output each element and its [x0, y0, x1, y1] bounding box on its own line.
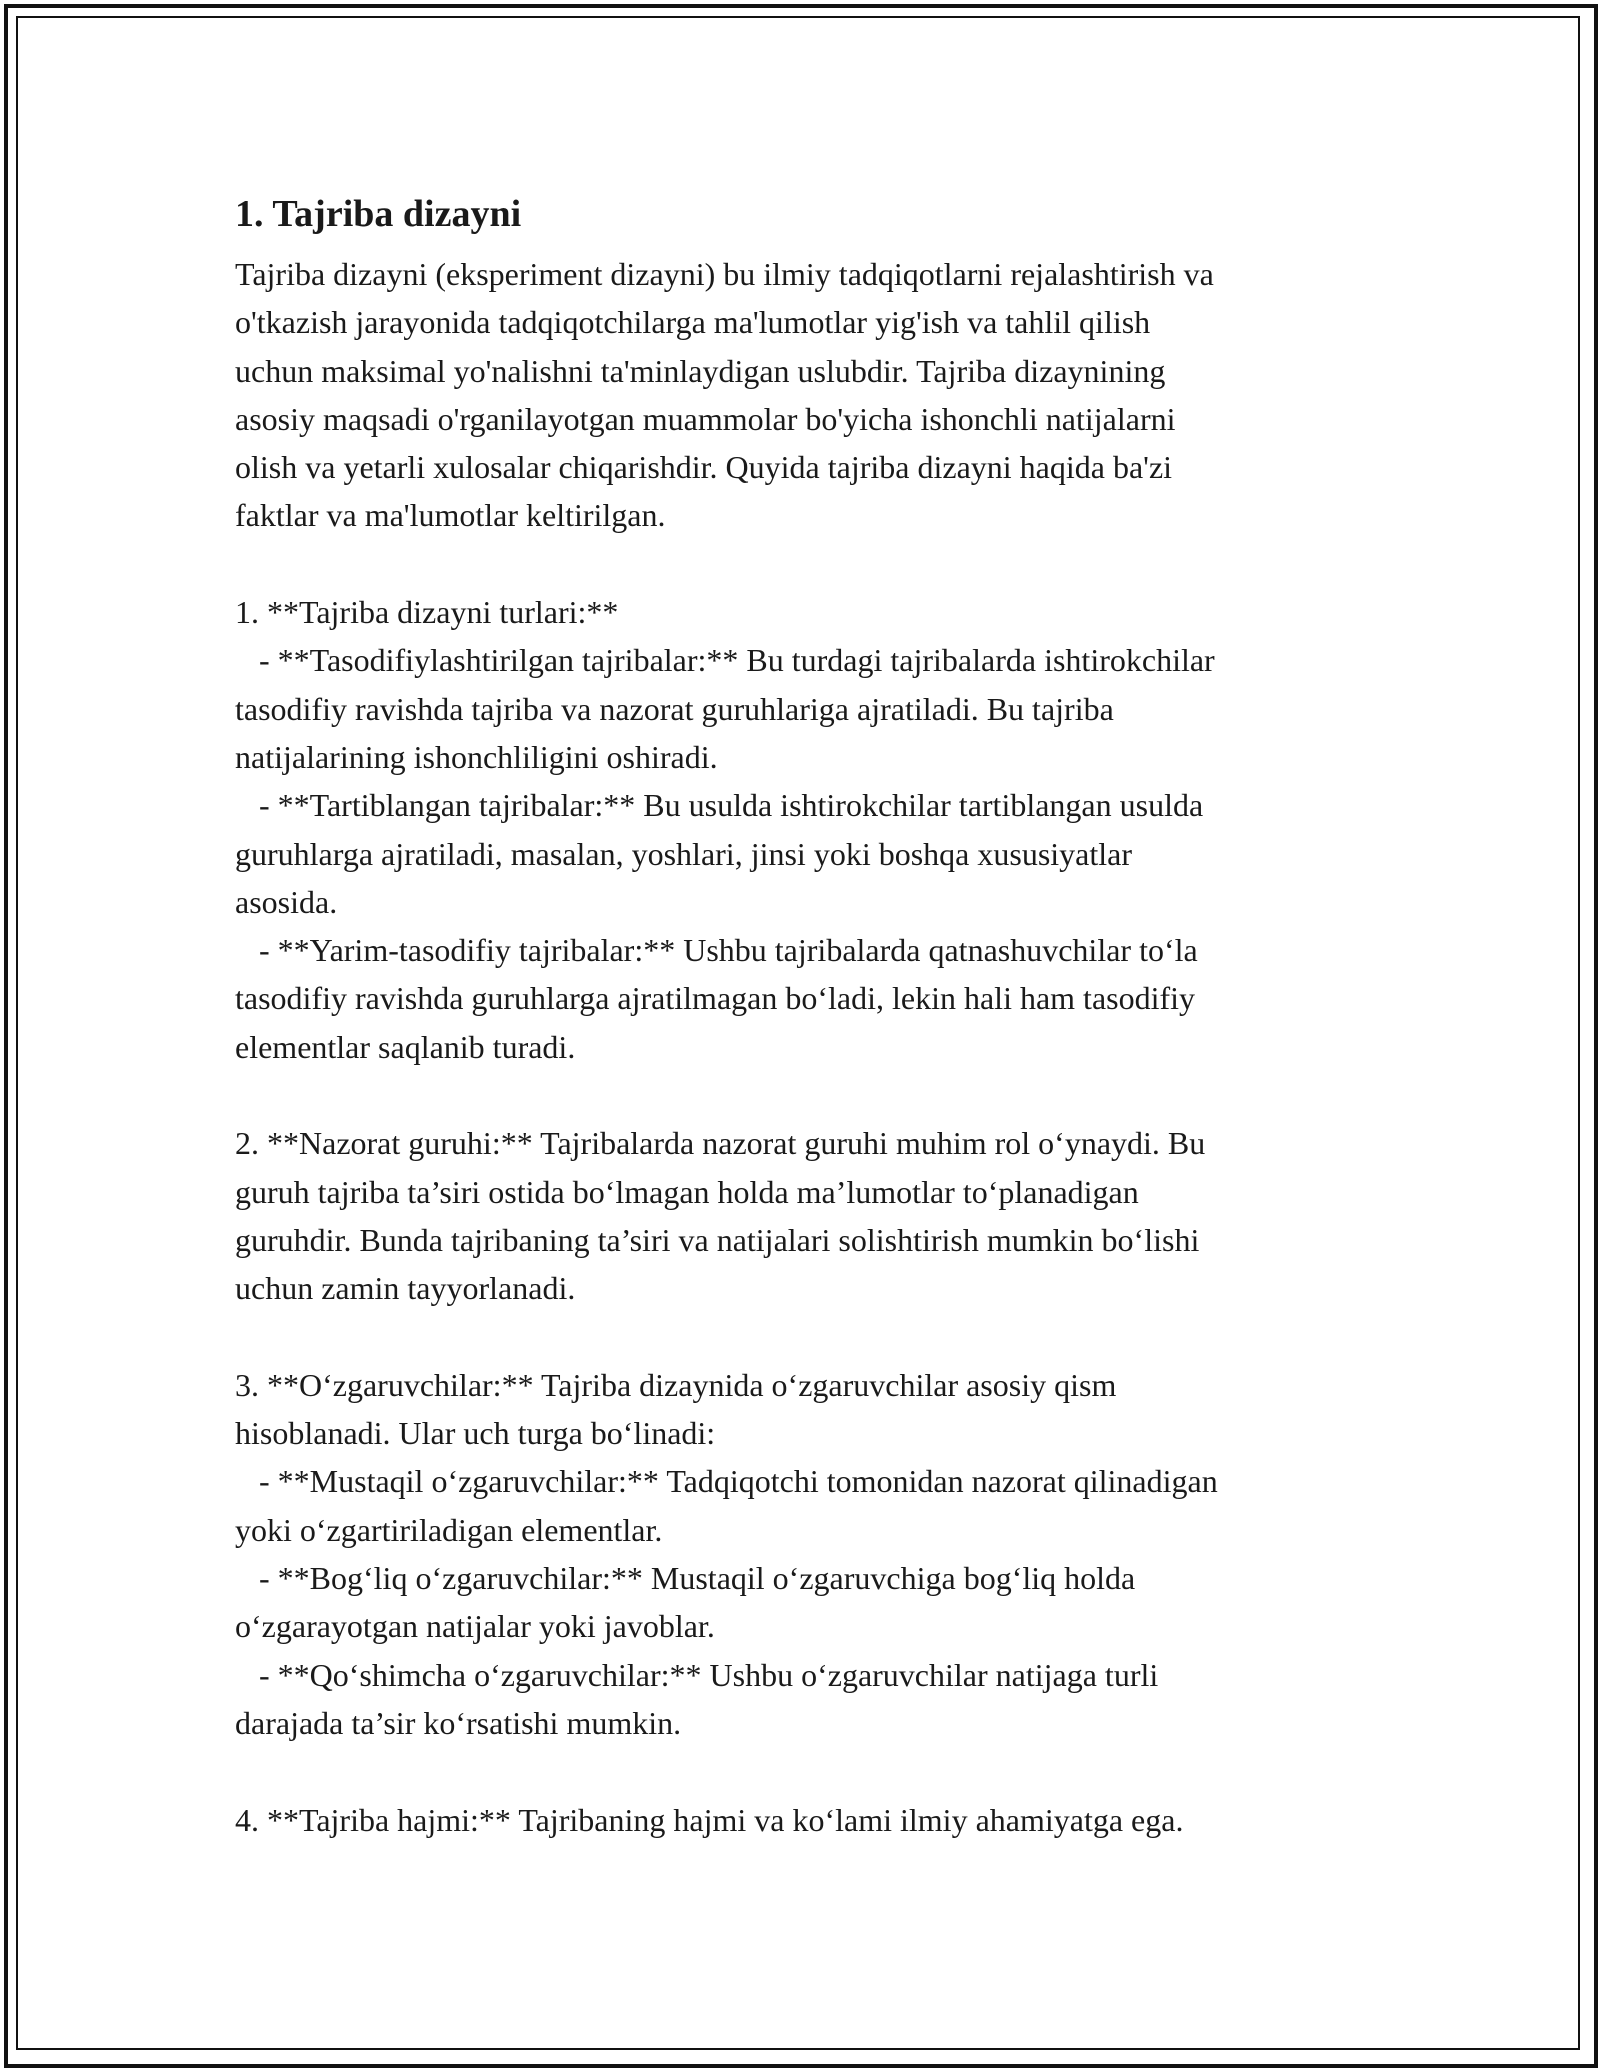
text-line: yoki o‘zgartiriladigan elementlar.: [235, 1511, 663, 1548]
text-line: guruhdir. Bunda tajribaning ta’siri va natijalari solishtirish mumkin bo‘lishi: [235, 1221, 1200, 1258]
text-line: asosiy maqsadi o'rganilayotgan muammolar bo'yicha ishonchli natijalarni: [235, 400, 1176, 437]
text-line: - **Qo‘shimcha o‘zgaruvchilar:** Ushbu o‘zgaruvchilar natijaga turli: [235, 1656, 1159, 1693]
text-line: Tajriba dizayni (eksperiment dizayni) bu ilmiy tadqiqotlarni rejalashtirish va: [235, 256, 1214, 292]
text-line: - **Tartiblangan tajribalar:** Bu usulda ishtirokchilar tartiblangan usulda: [235, 787, 1204, 824]
text-line: o'tkazish jarayonida tadqiqotchilarga ma'lumotlar yig'ish va tahlil qilish: [235, 304, 1151, 341]
text-line: olish va yetarli xulosalar chiqarishdir. Quyida tajriba dizayni haqida ba'zi: [235, 449, 1173, 486]
text-line: - **Yarim-tasodifiy tajribalar:** Ushbu tajribalarda qatnashuvchilar to‘la: [235, 932, 1198, 969]
paragraph-gap: [235, 1313, 1375, 1361]
text-line: asosida.: [235, 883, 338, 920]
text-line: natijalarining ishonchliligini oshiradi.: [235, 738, 718, 775]
text-line: uchun maksimal yo'nalishni ta'minlaydigan uslubdir. Tajriba dizaynining: [235, 352, 1166, 389]
text-line: tasodifiy ravishda tajriba va nazorat guruhlariga ajratiladi. Bu tajriba: [235, 690, 1114, 727]
text-line: 1. **Tajriba dizayni turlari:**: [235, 594, 619, 631]
text-line: guruh tajriba ta’siri ostida bo‘lmagan holda ma’lumotlar to‘planadigan: [235, 1173, 1139, 1210]
text-line: 2. **Nazorat guruhi:** Tajribalarda nazorat guruhi muhim rol o‘ynaydi. Bu: [235, 1125, 1206, 1162]
text-line: 4. **Tajriba hajmi:** Tajribaning hajmi va ko‘lami ilmiy ahamiyatga ega.: [235, 1801, 1184, 1838]
text-line: faktlar va ma'lumotlar keltirilgan.: [235, 497, 666, 534]
experiment-size-section: [235, 1796, 1375, 1844]
paragraph-gap: [235, 1747, 1375, 1795]
text-line: hisoblanadi. Ular uch turga bo‘linadi:: [235, 1415, 716, 1452]
section-heading: 1. Tajriba dizayni: [235, 193, 522, 235]
paragraph-gap: [235, 1071, 1375, 1119]
text-line: darajada ta’sir ko‘rsatishi mumkin.: [235, 1704, 682, 1741]
text-line: - **Bog‘liq o‘zgaruvchilar:** Mustaqil o‘zgaruvchiga bog‘liq holda: [235, 1560, 1136, 1597]
document-body: [235, 186, 1375, 1844]
text-line: o‘zgarayotgan natijalar yoki javoblar.: [235, 1608, 715, 1645]
experiment-types-section: [235, 588, 1375, 1071]
text-line: - **Tasodifiylashtirilgan tajribalar:** Bu turdagi tajribalarda ishtirokchilar: [235, 642, 1215, 679]
text-line: uchun zamin tayyorlanadi.: [235, 1270, 576, 1307]
intro-paragraph: [235, 250, 1375, 540]
text-line: - **Mustaqil o‘zgaruvchilar:** Tadqiqotchi tomonidan nazorat qilinadigan: [235, 1463, 1218, 1500]
control-group-section: [235, 1119, 1375, 1312]
text-line: tasodifiy ravishda guruhlarga ajratilmagan bo‘ladi, lekin hali ham tasodifiy: [235, 980, 1196, 1017]
text-line: elementlar saqlanib turadi.: [235, 1028, 576, 1065]
text-line: guruhlarga ajratiladi, masalan, yoshlari, jinsi yoki boshqa xususiyatlar: [235, 835, 1132, 872]
text-line: 3. **O‘zgaruvchilar:** Tajriba dizaynida o‘zgaruvchilar asosiy qism: [235, 1366, 1117, 1403]
variables-section: [235, 1361, 1375, 1747]
paragraph-gap: [235, 540, 1375, 588]
